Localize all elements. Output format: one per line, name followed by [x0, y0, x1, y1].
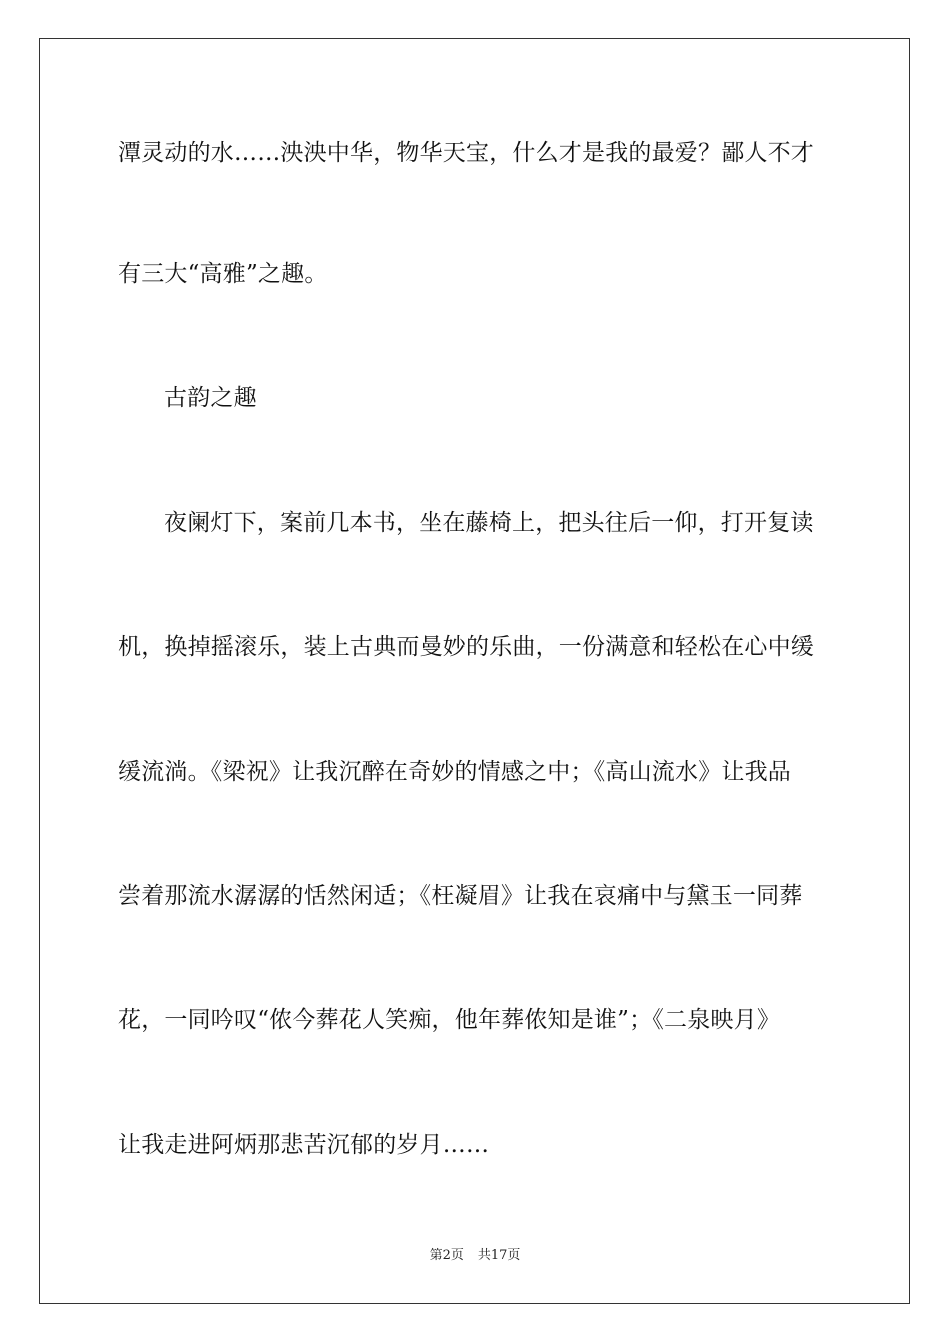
- body-text-line: 让我走进阿炳那悲苦沉郁的岁月……: [118, 1132, 490, 1158]
- body-text-line: 缓流淌。《梁祝》让我沉醉在奇妙的情感之中；《高山流水》让我品: [118, 759, 791, 785]
- section-heading: 古韵之趣: [164, 385, 257, 411]
- body-text-line: 尝着那流水潺潺的恬然闲适；《枉凝眉》让我在哀痛中与黛玉一同葬: [118, 883, 803, 909]
- page-border: [39, 38, 910, 1304]
- body-text-line: 花，一同吟叹“侬今葬花人笑痴，他年葬侬知是谁”；《二泉映月》: [118, 1007, 781, 1033]
- page-number-total: 共17页: [477, 1248, 521, 1263]
- page-number-current: 第2页: [429, 1248, 464, 1263]
- page-footer: [0, 1247, 950, 1265]
- body-text-line: 机，换掉摇滚乐，装上古典而曼妙的乐曲，一份满意和轻松在心中缓: [118, 634, 814, 660]
- body-text-line: 夜阑灯下，案前几本书，坐在藤椅上，把头往后一仰，打开复读: [164, 510, 814, 536]
- body-text-line: 潭灵动的水……泱泱中华，物华天宝，什么才是我的最爱？鄙人不才: [118, 140, 814, 166]
- body-text-line: 有三大“高雅”之趣。: [118, 261, 328, 287]
